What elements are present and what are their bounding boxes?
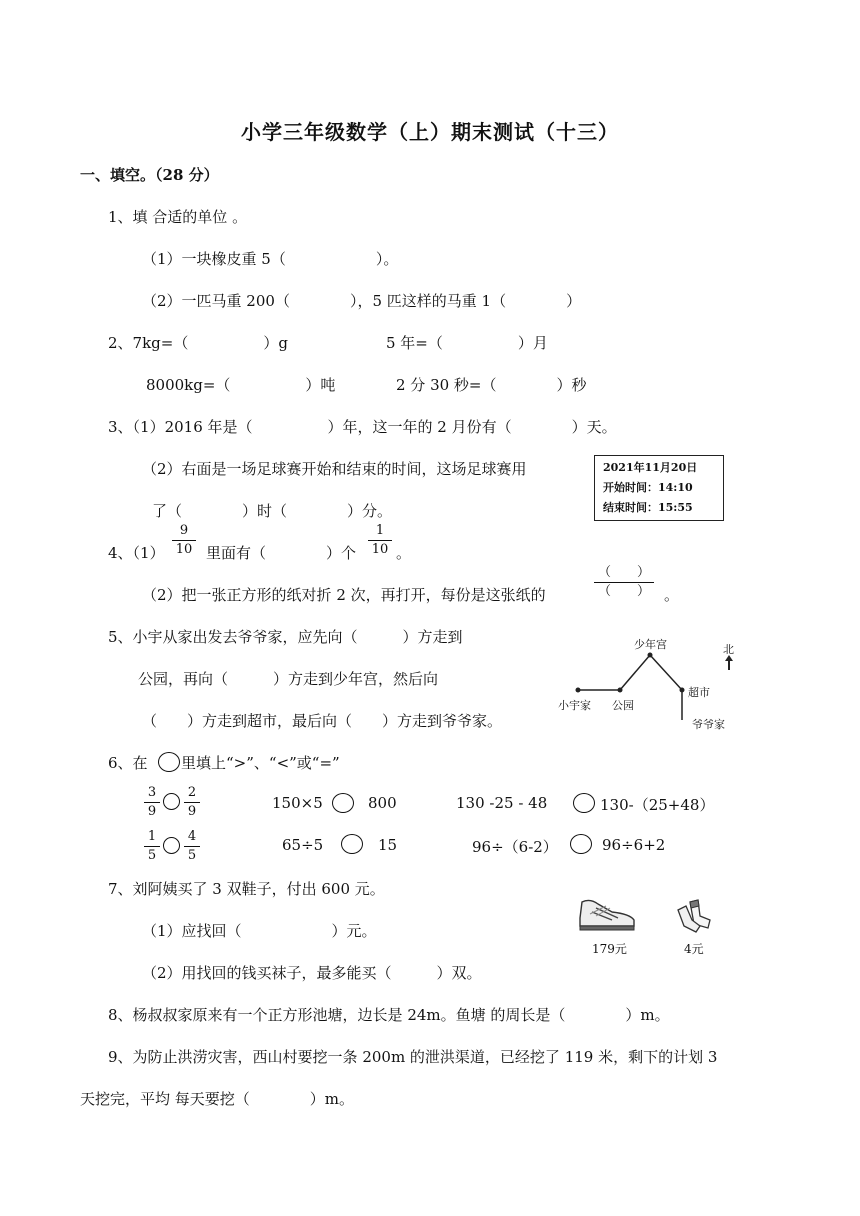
- market-point: [680, 688, 685, 693]
- compare-left: 130 -25 - 48: [456, 794, 548, 812]
- section-heading: 一、填空。（28 分）: [80, 166, 219, 184]
- q3-part1: 3、（1）2016 年是（ ）年，这一年的 2 月份有（ ）天。: [108, 418, 617, 436]
- q2-part3: 8000kg=（ ）吨: [146, 376, 336, 394]
- sock-price: 4元: [684, 942, 704, 956]
- fraction-numerator: 9: [179, 523, 189, 538]
- page-title: 小学三年级数学（上）期末测试（十三）: [241, 120, 619, 144]
- map-north-label: 北: [723, 643, 734, 656]
- fraction-denominator: （ ）: [597, 584, 650, 599]
- q9-line2: 天挖完，平均 每天要挖（ ）m。: [80, 1090, 354, 1108]
- q7-part1: （1）应找回（ ）元。: [142, 922, 377, 940]
- compare-right: 800: [368, 794, 397, 812]
- shoe-icon: [580, 900, 634, 930]
- map-home-label: 小宇家: [558, 699, 591, 712]
- fraction-denominator: 10: [175, 542, 193, 557]
- sock-icon: [678, 900, 710, 932]
- q1-part2: （2）一匹马重 200（ ），5 匹这样的马重 1（ ）: [142, 292, 582, 310]
- park-point: [618, 688, 623, 693]
- compare-circle: [163, 837, 180, 854]
- q6-stem-suffix: 里填上“>”、“<”或“=”: [181, 754, 340, 772]
- fraction-denominator: 9: [147, 804, 157, 819]
- compare-circle: [573, 793, 595, 813]
- map-market-label: 超市: [688, 686, 710, 699]
- q3-part2: （2）右面是一场足球赛开始和结束的时间，这场足球赛用: [142, 460, 527, 478]
- home-point: [576, 688, 581, 693]
- compare-left: 150×5: [272, 794, 323, 812]
- compare-circle: [158, 752, 180, 772]
- fraction-numerator: 1: [375, 523, 385, 538]
- q3-part3: 了（ ）时（ ）分。: [152, 502, 393, 520]
- q7-stem: 7、刘阿姨买了 3 双鞋子，付出 600 元。: [108, 880, 385, 898]
- fraction-denominator: 5: [147, 848, 157, 863]
- fraction-numerator: 3: [147, 785, 157, 800]
- q4-end: 。: [396, 544, 412, 562]
- palace-point: [648, 653, 653, 658]
- fraction-denominator: 5: [187, 848, 197, 863]
- compare-circle: [163, 793, 180, 810]
- shoes-and-socks-picture: [572, 888, 732, 938]
- compare-left: 65÷5: [282, 836, 324, 854]
- q4-prefix: 4、（1）: [108, 544, 165, 562]
- compare-circle: [570, 834, 592, 854]
- fraction-2-9: [184, 784, 200, 821]
- match-date: 2021年11月20日: [603, 461, 698, 474]
- q1-stem: 1、填 合适的单位 。: [108, 208, 248, 226]
- match-start: 开始时间：14:10: [603, 481, 693, 494]
- q2-part2: 5 年=（ ）月: [386, 334, 548, 352]
- compare-right: 130-（25+48）: [600, 796, 715, 814]
- compare-circle: [332, 793, 354, 813]
- q2-part1: 2、7kg=（ ）g: [108, 334, 288, 352]
- q5-part3: （ ）方走到超市，最后向（ ）方走到爷爷家。: [142, 712, 503, 730]
- fraction-denominator: 9: [187, 804, 197, 819]
- q5-part1: 5、小宇从家出发去爷爷家，应先向（ ）方走到: [108, 628, 463, 646]
- fraction-numerator: 1: [147, 829, 157, 844]
- q4-middle: 里面有（ ）个: [206, 544, 357, 562]
- q4-part2: （2）把一张正方形的纸对折 2 次，再打开，每份是这张纸的: [142, 586, 546, 604]
- fraction-denominator: 10: [371, 542, 389, 557]
- compare-left: 96÷（6-2）: [472, 838, 558, 856]
- fraction-3-9: [144, 784, 160, 821]
- shoe-price: 179元: [592, 942, 627, 956]
- fraction-4-5: [184, 828, 200, 865]
- q6-stem-prefix: 6、在: [108, 754, 148, 772]
- compare-right: 96÷6+2: [602, 836, 666, 854]
- q1-part1: （1）一块橡皮重 5（ ）。: [142, 250, 399, 268]
- fraction-numerator: 4: [187, 829, 197, 844]
- q7-part2: （2）用找回的钱买袜子，最多能买（ ）双。: [142, 964, 482, 982]
- q4-part2-end: 。: [664, 586, 680, 604]
- map-park-label: 公园: [612, 699, 634, 712]
- q9-line1: 9、为防止洪涝灾害，西山村要挖一条 200m 的泄洪渠道，已经挖了 119 米，剩下的计划 3: [108, 1048, 718, 1066]
- fraction-1-5: [144, 828, 160, 865]
- q2-part4: 2 分 30 秒=（ ）秒: [396, 376, 587, 394]
- q5-part2: 公园，再向（ ）方走到少年宫，然后向: [138, 670, 439, 688]
- q8: 8、杨叔叔家原来有一个正方形池塘，边长是 24m。鱼塘 的周长是（ ）m。: [108, 1006, 670, 1024]
- fraction-numerator: 2: [187, 785, 197, 800]
- compare-circle: [341, 834, 363, 854]
- map-grandpa-label: 爷爷家: [692, 718, 725, 731]
- fraction-numerator: （ ）: [597, 565, 650, 580]
- map-palace-label: 少年宫: [634, 638, 667, 651]
- compare-right: 15: [378, 836, 398, 854]
- match-end: 结束时间：15:55: [603, 501, 693, 514]
